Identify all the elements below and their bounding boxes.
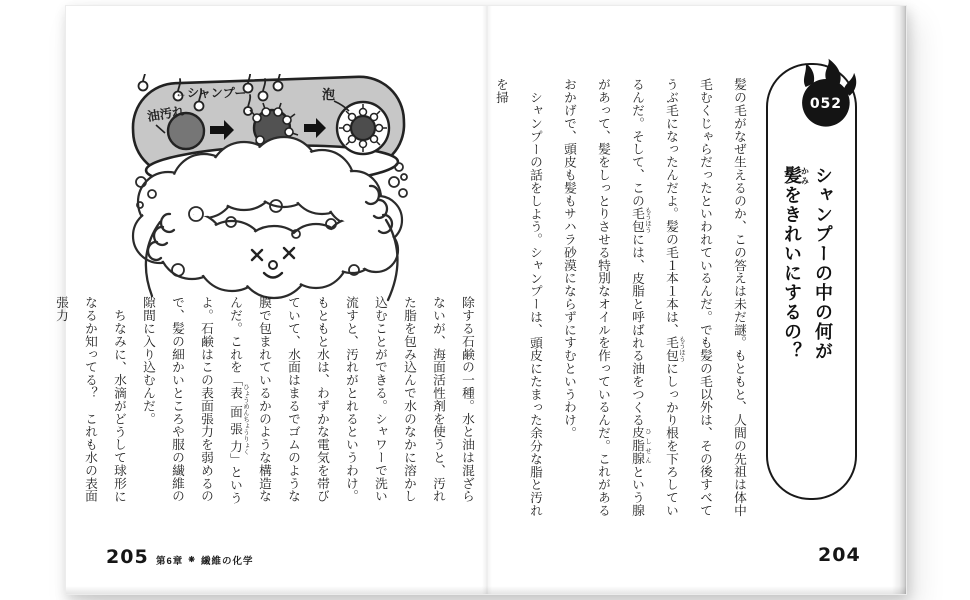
body-text-left (54, 296, 481, 514)
paragraph: ちなみに、水滴がどうして球形になるか知ってる？ これも水の表面張力 (54, 296, 126, 503)
chapter-separator-icon: ❋ (188, 555, 196, 564)
flame-badge-icon (788, 56, 862, 132)
page-number-left: 205 (106, 546, 149, 568)
badge-number: 052 (809, 96, 842, 113)
foam-label: 泡 (322, 87, 336, 102)
topic-title-line2: 髪かみをきれいにするの？ (782, 166, 810, 361)
shampoo-label: ←シャンプー (175, 86, 247, 100)
chapter-title: 繊維の化学 (201, 556, 254, 567)
oil-dirt-label: 油汚れ (146, 104, 186, 124)
page-edge-bottom (66, 586, 906, 594)
book-spread (54, 5, 907, 595)
paragraph: 髪の毛がなぜ生えるのか、この答えは未だ謎。もともと、人間の先祖は体中毛むくじゃらだったといわれているんだ。でも髪の毛以外は、その後すべてうぶ毛になったんだよ。髪の毛１本１本は、毛包 もうほうにしっかり根を下ろしているんだ。そして、この毛包 もうほうには、皮脂と呼ばれる油をつくる皮脂腺 ひしせんという腺があって、髪をしっとりさせる特別なオイルを作っているんだ。これがあるおかげで、頭皮も髪もサハラ砂漠にならずにすむというわけ。 (562, 78, 746, 517)
chapter-label: 第6章 (156, 556, 184, 567)
foam-micelle (337, 102, 389, 154)
illustration-shampoo-scalp (126, 74, 416, 334)
page-number-right: 204 (818, 544, 861, 566)
paragraph: シャンプーの話をしよう。シャンプーは、頭皮にたまった余分な脂と汚れを掃 (494, 78, 542, 517)
topic-title (778, 166, 837, 426)
body-text-right (494, 78, 756, 524)
page-edge-stack (892, 6, 906, 594)
chapter-footer (156, 553, 254, 567)
topic-title-line1: シャンプーの中の何が (813, 166, 833, 361)
paragraph: 除する石鹸の一種。水と油は混ざらないが、海面活性剤を使うと、汚れた脂を包み込んで水のなかに溶かし込むことができる。シャワーで洗い流すと、汚れがとれるというわけ。もともと水は、わずかな電気を帯びていて、水面はまるでゴムのような膜で包まれているかのような構造なんだ。これを「表 ひょう面張力 めんちょうりょく」というよ。石鹸はこの表面張力を弱めるので、髪の細かいところや服の繊維の隙間に入り込むんだ。 (141, 296, 474, 505)
